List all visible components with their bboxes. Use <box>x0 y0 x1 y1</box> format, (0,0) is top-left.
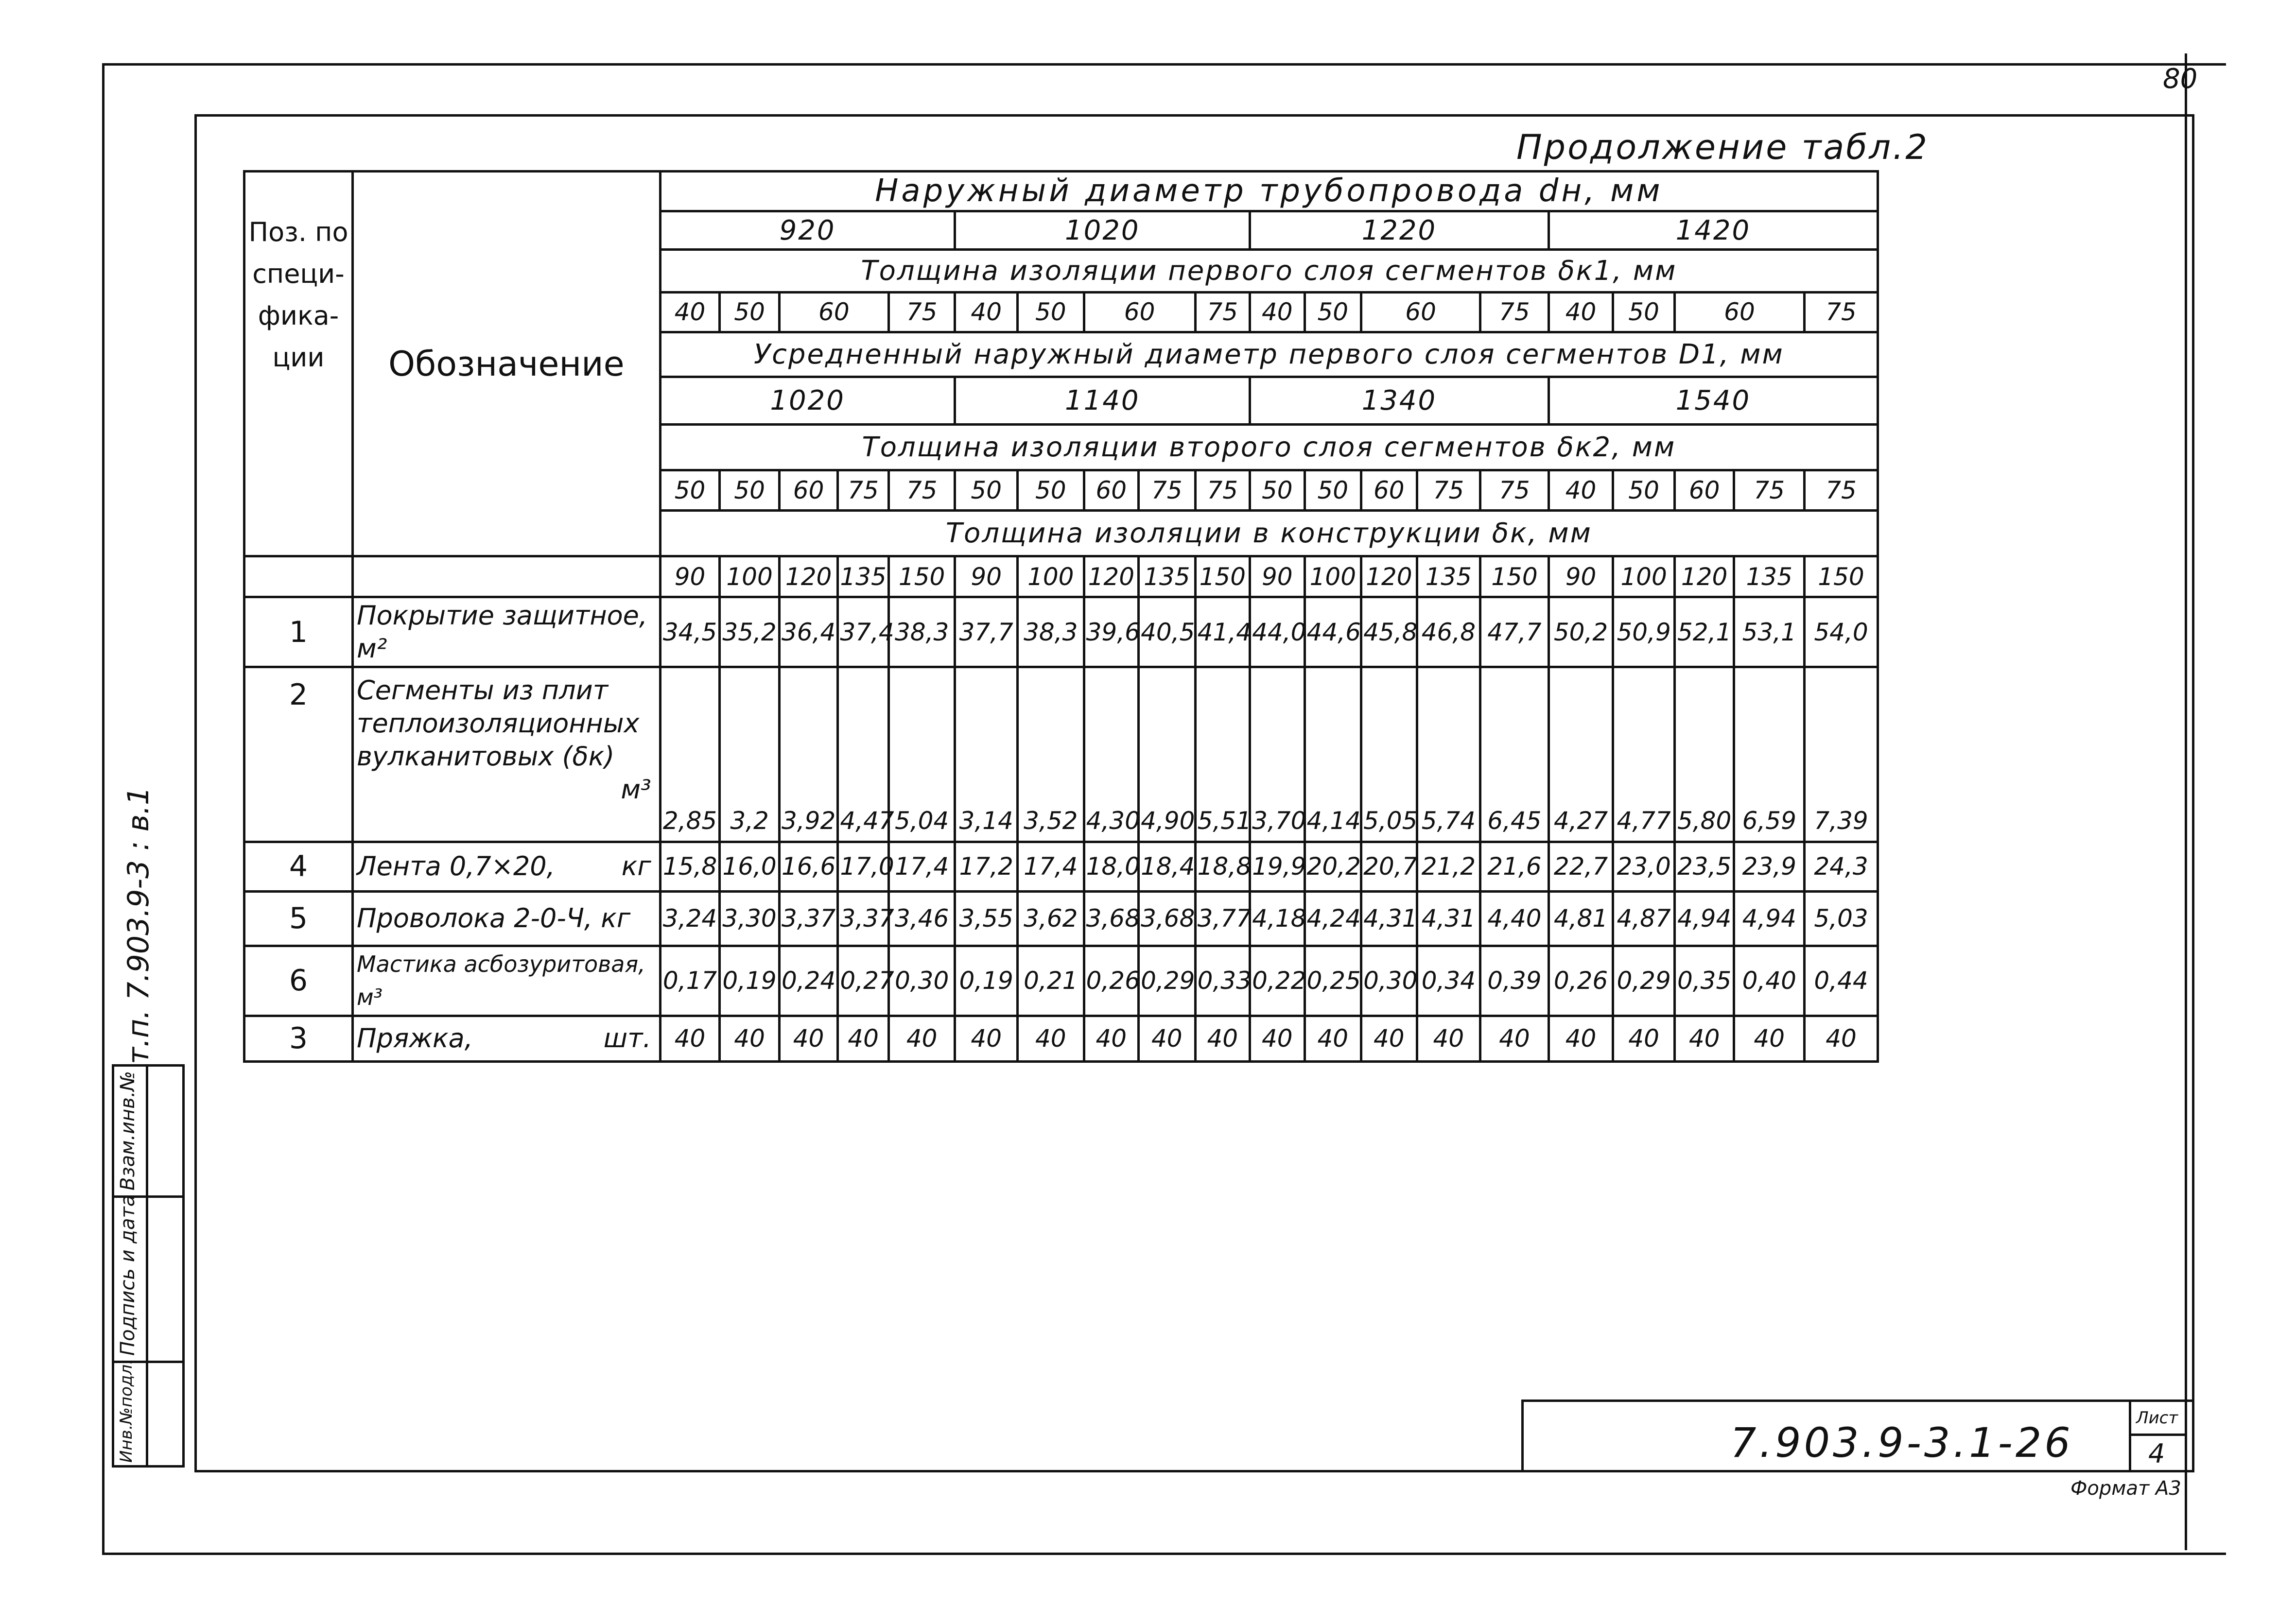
second-layer-cell: 60 <box>1084 470 1138 511</box>
first-layer-cell: 75 <box>1480 293 1549 332</box>
first-layer-cell: 75 <box>888 293 955 332</box>
row-value: 20,7 <box>1361 842 1417 891</box>
row-value: 0,29 <box>1139 946 1196 1016</box>
row-value: 39,6 <box>1084 597 1138 667</box>
outer-diameter-1020: 1020 <box>955 211 1250 250</box>
row-name <box>352 842 660 891</box>
row-value: 4,87 <box>1613 891 1675 946</box>
row-value: 3,62 <box>1017 891 1084 946</box>
row-value: 20,2 <box>1305 842 1361 891</box>
right-edge <box>2185 53 2187 1550</box>
row-value: 38,3 <box>1017 597 1084 667</box>
outer-diameter-1220: 1220 <box>1250 211 1549 250</box>
row-pos: 5 <box>244 891 353 946</box>
row-value: 0,19 <box>955 946 1018 1016</box>
row-value: 0,29 <box>1613 946 1675 1016</box>
total-thickness-cell: 135 <box>838 556 888 597</box>
first-layer-header: Толщина изоляции первого слоя сегментов δк1, мм <box>660 250 1878 293</box>
sheet-box-divider <box>2129 1434 2185 1436</box>
format-label: Формат А3 <box>2070 1477 2181 1500</box>
second-layer-cell: 40 <box>1548 470 1613 511</box>
row-value: 6,45 <box>1480 667 1549 842</box>
row-value: 6,59 <box>1734 667 1805 842</box>
row-value: 16,6 <box>779 842 838 891</box>
row-value: 40,5 <box>1139 597 1196 667</box>
row-value: 5,80 <box>1674 667 1734 842</box>
total-thickness-cell: 100 <box>1305 556 1361 597</box>
row-value: 40 <box>1613 1016 1675 1061</box>
second-layer-cell: 75 <box>838 470 888 511</box>
avg-diameter-1140: 1140 <box>955 377 1250 424</box>
row-value: 0,22 <box>1250 946 1305 1016</box>
total-thickness-cell: 135 <box>1417 556 1480 597</box>
second-layer-cell: 50 <box>1250 470 1305 511</box>
row-value: 0,33 <box>1195 946 1250 1016</box>
row-unit: м³ <box>621 774 651 805</box>
row-value: 40 <box>1305 1016 1361 1061</box>
first-layer-cell: 40 <box>1548 293 1613 332</box>
stamp-label: Инв.№подл. <box>117 1359 136 1463</box>
second-layer-cell: 50 <box>720 470 780 511</box>
row-value: 4,94 <box>1674 891 1734 946</box>
row-value: 0,25 <box>1305 946 1361 1016</box>
row-value: 41,4 <box>1195 597 1250 667</box>
row-value: 4,27 <box>1548 667 1613 842</box>
total-thickness-cell: 120 <box>1361 556 1417 597</box>
row-value: 0,40 <box>1734 946 1805 1016</box>
first-layer-cell: 50 <box>1017 293 1084 332</box>
first-layer-cell: 60 <box>1674 293 1804 332</box>
total-thickness-cell: 90 <box>660 556 720 597</box>
row-value: 40 <box>1195 1016 1250 1061</box>
row-name: Проволока 2-0-Ч, кг <box>352 891 660 946</box>
stamp-label: Подпись и дата <box>117 1194 139 1356</box>
first-layer-cell: 40 <box>660 293 720 332</box>
avg-diameter-1020: 1020 <box>660 377 955 424</box>
row-value: 35,2 <box>720 597 780 667</box>
row-pos: 1 <box>244 597 353 667</box>
outer-diameter-1420: 1420 <box>1548 211 1878 250</box>
row-value: 40 <box>955 1016 1018 1061</box>
row-value: 3,68 <box>1139 891 1196 946</box>
row-value: 40 <box>838 1016 888 1061</box>
second-layer-cell: 60 <box>779 470 838 511</box>
row-value: 0,35 <box>1674 946 1734 1016</box>
row-value: 53,1 <box>1734 597 1805 667</box>
page-number: 80 <box>2163 63 2198 95</box>
row-value: 23,0 <box>1613 842 1675 891</box>
row-value: 50,2 <box>1548 597 1613 667</box>
row-value: 18,0 <box>1084 842 1138 891</box>
row-pos: 4 <box>244 842 353 891</box>
row-value: 40 <box>1734 1016 1805 1061</box>
avg-diameter-1540: 1540 <box>1548 377 1878 424</box>
row-value: 4,30 <box>1084 667 1138 842</box>
second-layer-cell: 75 <box>888 470 955 511</box>
total-thickness-cell: 100 <box>720 556 780 597</box>
row-value: 0,21 <box>1017 946 1084 1016</box>
row-value: 3,77 <box>1195 891 1250 946</box>
total-thickness-cell: 90 <box>1250 556 1305 597</box>
second-layer-cell: 50 <box>660 470 720 511</box>
total-thickness-cell: 90 <box>955 556 1018 597</box>
row-value: 0,30 <box>888 946 955 1016</box>
row-value: 3,70 <box>1250 667 1305 842</box>
total-thickness-cell: 135 <box>1734 556 1805 597</box>
row-value: 37,7 <box>955 597 1018 667</box>
row-value: 40 <box>1674 1016 1734 1061</box>
row-unit: кг <box>621 851 651 882</box>
first-layer-cell: 40 <box>1250 293 1305 332</box>
row-name: Мастика асбозуритовая, м³ <box>352 946 660 1016</box>
row-value: 17,2 <box>955 842 1018 891</box>
row-value: 18,8 <box>1195 842 1250 891</box>
first-layer-cell: 50 <box>720 293 780 332</box>
row-value: 21,2 <box>1417 842 1480 891</box>
row-value: 40 <box>660 1016 720 1061</box>
table-row <box>244 1016 1878 1061</box>
row-name <box>352 667 660 842</box>
row-value: 4,31 <box>1361 891 1417 946</box>
first-layer-cell: 60 <box>1361 293 1480 332</box>
row-value: 36,4 <box>779 597 838 667</box>
row-value: 45,8 <box>1361 597 1417 667</box>
row-value: 38,3 <box>888 597 955 667</box>
row-value: 17,4 <box>888 842 955 891</box>
row-value: 4,24 <box>1305 891 1361 946</box>
row-value: 4,14 <box>1305 667 1361 842</box>
row-value: 3,14 <box>955 667 1018 842</box>
row-value: 0,27 <box>838 946 888 1016</box>
total-thickness-cell: 100 <box>1613 556 1675 597</box>
total-thickness-cell: 135 <box>1139 556 1196 597</box>
total-thickness-cell: 90 <box>1548 556 1613 597</box>
second-layer-header: Толщина изоляции второго слоя сегментов δк2, мм <box>660 424 1878 470</box>
row-value: 2,85 <box>660 667 720 842</box>
row-value: 40 <box>1480 1016 1549 1061</box>
row-value: 52,1 <box>1674 597 1734 667</box>
avg-diameter-header: Усредненный наружный диаметр первого слоя сегментов D1, мм <box>660 332 1878 377</box>
total-thickness-cell: 150 <box>1480 556 1549 597</box>
second-layer-cell: 50 <box>1613 470 1675 511</box>
name-header: Обозначение <box>352 172 660 556</box>
row-value: 0,34 <box>1417 946 1480 1016</box>
row-value: 40 <box>720 1016 780 1061</box>
total-thickness-header: Толщина изоляции в конструкции δк, мм <box>660 511 1878 556</box>
second-layer-cell: 60 <box>1674 470 1734 511</box>
row-value: 21,6 <box>1480 842 1549 891</box>
row-name-line: Сегменты из плит <box>356 675 609 706</box>
second-layer-cell: 75 <box>1734 470 1805 511</box>
table-row <box>244 597 1878 667</box>
total-thickness-cell: 150 <box>888 556 955 597</box>
row-name <box>352 1016 660 1061</box>
row-value: 40 <box>1139 1016 1196 1061</box>
row-value: 40 <box>1805 1016 1878 1061</box>
row-value: 4,47 <box>838 667 888 842</box>
row-unit: шт. <box>603 1023 651 1054</box>
row-value: 4,18 <box>1250 891 1305 946</box>
second-layer-cell: 75 <box>1480 470 1549 511</box>
row-value: 40 <box>1548 1016 1613 1061</box>
row-value: 0,30 <box>1361 946 1417 1016</box>
first-layer-cell: 60 <box>1084 293 1195 332</box>
row-name-line: вулканитовых (δк) <box>356 741 615 772</box>
total-thickness-cell: 150 <box>1805 556 1878 597</box>
row-value: 46,8 <box>1417 597 1480 667</box>
row-value: 3,24 <box>660 891 720 946</box>
row-value: 40 <box>1361 1016 1417 1061</box>
row-value: 4,77 <box>1613 667 1675 842</box>
row-value: 23,5 <box>1674 842 1734 891</box>
row-value: 23,9 <box>1734 842 1805 891</box>
row-value: 3,37 <box>838 891 888 946</box>
row-value: 0,17 <box>660 946 720 1016</box>
row-value: 4,90 <box>1139 667 1196 842</box>
row-value: 40 <box>779 1016 838 1061</box>
row-value: 3,55 <box>955 891 1018 946</box>
row-value: 18,4 <box>1139 842 1196 891</box>
row-value: 16,0 <box>720 842 780 891</box>
row-value: 5,03 <box>1805 891 1878 946</box>
second-layer-cell: 75 <box>1139 470 1196 511</box>
row-value: 3,52 <box>1017 667 1084 842</box>
first-layer-cell: 75 <box>1805 293 1878 332</box>
row-value: 5,05 <box>1361 667 1417 842</box>
row-value: 0,19 <box>720 946 780 1016</box>
stamp-label: Взам.инв.№ <box>117 1071 139 1191</box>
row-value: 5,74 <box>1417 667 1480 842</box>
row-value: 50,9 <box>1613 597 1675 667</box>
row-value: 40 <box>1017 1016 1084 1061</box>
row-name: Покрытие защитное, м² <box>352 597 660 667</box>
doc-code: 7.903.9-3.1-26 <box>1730 1419 2073 1467</box>
total-thickness-cell: 120 <box>779 556 838 597</box>
row-pos: 3 <box>244 1016 353 1061</box>
row-value: 17,4 <box>1017 842 1084 891</box>
left-margin-code: т.п. 7.903.9-3 : в.1 <box>122 786 156 1064</box>
row-value: 0,26 <box>1548 946 1613 1016</box>
row-value: 37,4 <box>838 597 888 667</box>
first-layer-cell: 40 <box>955 293 1018 332</box>
row-value: 54,0 <box>1805 597 1878 667</box>
first-layer-cell: 50 <box>1613 293 1675 332</box>
row-name-text: Лента 0,7×20, <box>356 851 555 882</box>
row-name-text: Пряжка, <box>356 1023 473 1054</box>
outer-diameter-920: 920 <box>660 211 955 250</box>
row-value: 24,3 <box>1805 842 1878 891</box>
row-value: 44,0 <box>1250 597 1305 667</box>
first-layer-cell: 60 <box>779 293 888 332</box>
row-value: 4,81 <box>1548 891 1613 946</box>
row-value: 4,40 <box>1480 891 1549 946</box>
row-value: 40 <box>1250 1016 1305 1061</box>
total-thickness-cell: 100 <box>1017 556 1084 597</box>
second-layer-cell: 50 <box>955 470 1018 511</box>
row-value: 4,31 <box>1417 891 1480 946</box>
row-value: 0,24 <box>779 946 838 1016</box>
row-name-line: теплоизоляционных <box>356 708 640 739</box>
second-layer-cell: 60 <box>1361 470 1417 511</box>
sheet-number: 4 <box>2148 1438 2165 1469</box>
row-value: 0,44 <box>1805 946 1878 1016</box>
row-value: 3,92 <box>779 667 838 842</box>
row-value: 40 <box>888 1016 955 1061</box>
spec-table <box>243 170 1879 1063</box>
second-layer-cell: 75 <box>1195 470 1250 511</box>
outer-diameter-header: Наружный диаметр трубопровода dн, мм <box>660 172 1878 211</box>
table-row <box>244 891 1878 946</box>
row-value: 19,9 <box>1250 842 1305 891</box>
row-value: 3,37 <box>779 891 838 946</box>
table-row <box>244 667 1878 842</box>
stamp-divider <box>146 1064 148 1468</box>
row-value: 3,46 <box>888 891 955 946</box>
row-value: 47,7 <box>1480 597 1549 667</box>
row-value: 3,2 <box>720 667 780 842</box>
first-layer-cell: 75 <box>1195 293 1250 332</box>
row-value: 3,68 <box>1084 891 1138 946</box>
row-value: 0,26 <box>1084 946 1138 1016</box>
row-value: 17,0 <box>838 842 888 891</box>
second-layer-cell: 75 <box>1417 470 1480 511</box>
row-value: 44,6 <box>1305 597 1361 667</box>
row-pos: 2 <box>244 667 353 842</box>
row-value: 34,5 <box>660 597 720 667</box>
row-value: 22,7 <box>1548 842 1613 891</box>
total-thickness-cell: 120 <box>1674 556 1734 597</box>
row-value: 7,39 <box>1805 667 1878 842</box>
total-thickness-row <box>244 556 1878 597</box>
second-layer-cell: 50 <box>1305 470 1361 511</box>
total-thickness-cell: 120 <box>1084 556 1138 597</box>
row-value: 40 <box>1084 1016 1138 1061</box>
first-layer-cell: 50 <box>1305 293 1361 332</box>
second-layer-cell: 75 <box>1805 470 1878 511</box>
table-row <box>244 842 1878 891</box>
row-value: 40 <box>1417 1016 1480 1061</box>
row-value: 3,30 <box>720 891 780 946</box>
row-pos: 6 <box>244 946 353 1016</box>
row-value: 5,04 <box>888 667 955 842</box>
second-layer-cell: 50 <box>1017 470 1084 511</box>
total-thickness-cell: 150 <box>1195 556 1250 597</box>
pos-header: Поз. по специ- фика- ции <box>244 172 353 556</box>
row-value: 5,51 <box>1195 667 1250 842</box>
continuation-title: Продолжение табл.2 <box>1516 127 1929 167</box>
sheet-label: Лист <box>2136 1408 2178 1428</box>
row-value: 0,39 <box>1480 946 1549 1016</box>
avg-diameter-1340: 1340 <box>1250 377 1549 424</box>
row-value: 15,8 <box>660 842 720 891</box>
table-row <box>244 946 1878 1016</box>
row-value: 4,94 <box>1734 891 1805 946</box>
